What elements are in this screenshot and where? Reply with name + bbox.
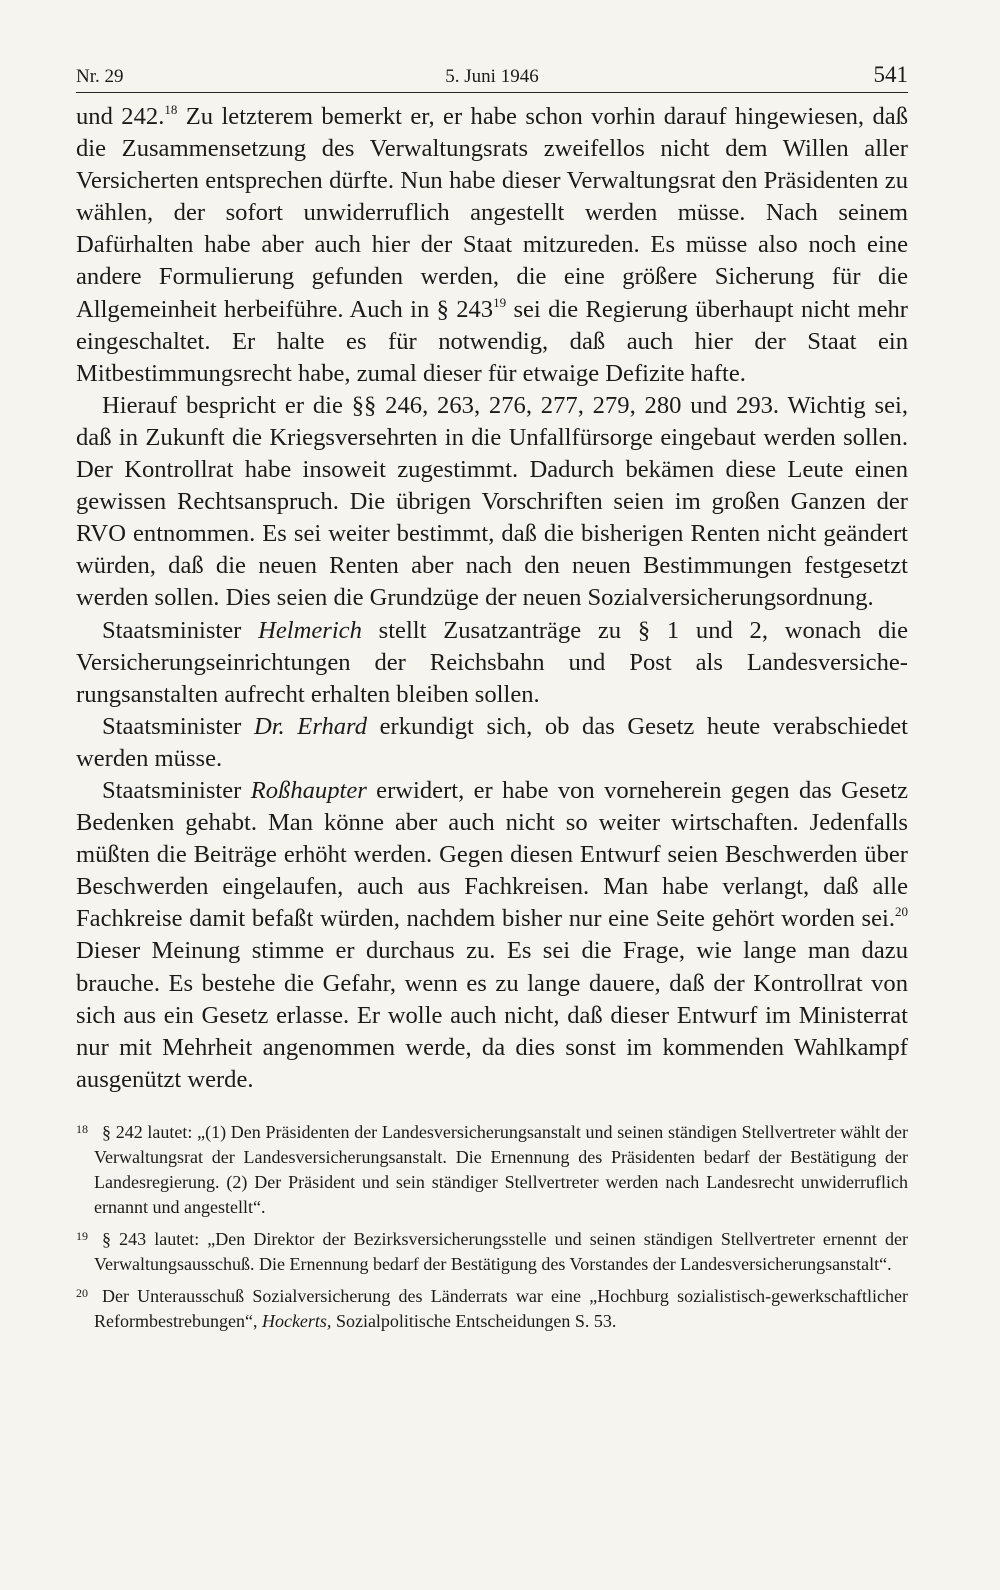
text-run: Staatsminister xyxy=(102,712,254,740)
text-run: Staatsminister xyxy=(102,776,251,804)
text-run: Dieser Meinung stimme er durchaus zu. Es sei die Frage, wie lange man dazu brauche. Es bestehe die Gefahr, wenn es zu lange dauere, daß der Kontrollrat von sich aus ein Gesetz erlasse. Er wolle auch nicht, daß dieser Entwurf im Ministerrat nur mit Mehrheit angenommen werde, da dies sonst im kommenden Wahlkampf ausgenützt werde. xyxy=(76,937,908,1093)
text-run: stellt Zusatzanträge zu § 1 und 2, wonach die Versicherungseinrichtungen der Reichsbahn und Post als Landesversicherungsanstalten aufrecht erhalten bleiben sollen. xyxy=(76,616,908,708)
footnote-number: 18 xyxy=(76,1121,88,1136)
footnote-number: 20 xyxy=(76,1285,88,1300)
name-emphasis: Helmerich xyxy=(258,616,362,644)
footnote-ref: 20 xyxy=(895,904,908,920)
paragraph xyxy=(76,390,908,615)
running-head xyxy=(76,62,908,93)
text-run: § 243 lautet: „Den Direktor der Bezirksversicherungsstelle und seinen ständigen Stellvertreter ernennt der Verwaltungsausschuß. Die Ernennung bedarf der Bestätigung des Vorstandes der Landesversicherungsanstalt“. xyxy=(94,1228,908,1274)
text-run: erwidert, er habe von vorneherein gegen das Gesetz Bedenken gehabt. Man könne aber auch nicht so weiter wirtschaften. Jedenfalls müßten die Beiträge erhöht werden. Gegen diesen Entwurf seien Beschwerden über Beschwerden eingelaufen, auch aus Fachkreisen. Man habe verlangt, daß alle Fachkreise damit befaßt würden, nachdem bisher nur eine Seite gehört worden sei. xyxy=(76,776,908,933)
name-emphasis: Dr. Erhard xyxy=(253,712,368,740)
footnote-ref: 19 xyxy=(493,294,507,310)
footnotes xyxy=(76,1120,908,1334)
paragraph xyxy=(76,615,908,711)
text-run: § 242 lautet: „(1) Den Präsidenten der Landesversicherungsanstalt und seinen ständigen Stellvertreter wählt der Verwaltungsrat der Landesversicherungsanstalt. Die Ernennung des Präsidenten bedarf der Bestätigung der Landesregierung. (2) Der Präsident und sein ständiger Stellvertreter werden nach Landesrecht unwiderruflich ernannt und angestellt“. xyxy=(94,1121,908,1217)
footnote-text xyxy=(94,1120,908,1220)
footnote-text xyxy=(94,1284,908,1334)
footnote xyxy=(76,1284,908,1334)
page-date: 5. Juni 1946 xyxy=(445,66,539,87)
text-run: Sozialpolitische Entscheidungen S. 53. xyxy=(331,1310,617,1331)
body-text xyxy=(76,101,908,1096)
page xyxy=(76,62,908,1341)
paragraph xyxy=(76,711,908,775)
name-emphasis: Hockerts, xyxy=(261,1310,332,1331)
text-run: Zu letzterem bemerkt er, er habe schon vorhin darauf hingewiesen, daß die Zusammensetzung des Verwaltungsrats zweifellos nicht dem Willen aller Versicherten entsprechen dürfte. Nun habe dieser Verwaltungsrat den Präsidenten zu wählen, der sofort unwiderruflich angestellt werden müsse. Nach seinem Dafürhalten habe aber auch hier der Staat mitzureden. Es müsse also noch eine andere Formulierung gefunden werden, die eine größere Sicherung für die Allgemeinheit herbeiführe. Auch in § 243 xyxy=(76,103,908,323)
text-run: Hierauf bespricht er die §§ 246, 263, 276, 277, 279, 280 und 293. Wichtig sei, daß in Zukunft die Kriegsversehrten in die Unfallfürsorge eingebaut werden sollen. Der Kontrollrat habe insoweit zugestimmt. Dadurch bekämen diese Leute einen gewissen Rechtsanspruch. Die übrigen Vorschriften seien im großen Ganzen der RVO entnommen. Es sei weiter bestimmt, daß die bisherigen Renten nicht geändert würden, daß die neuen Renten aber nach den neuen Bestimmungen festgesetzt werden sollen. Dies seien die Grundzüge der neuen Sozialversicherungsordnung. xyxy=(76,391,908,612)
issue-number: Nr. 29 xyxy=(76,66,124,87)
footnote-ref: 18 xyxy=(164,102,178,117)
footnote xyxy=(76,1120,908,1220)
footnote-text xyxy=(94,1227,908,1277)
paragraph xyxy=(76,101,908,390)
footnote-number: 19 xyxy=(76,1228,88,1243)
text-run: erkundigt sich, ob das Gesetz heute verabschiedet werden müsse. xyxy=(76,712,908,772)
page-number: 541 xyxy=(873,62,908,87)
paragraph xyxy=(76,775,908,1096)
text-run: und 242. xyxy=(76,103,165,130)
name-emphasis: Roßhaupter xyxy=(250,776,367,804)
footnote xyxy=(76,1227,908,1277)
text-run: Der Unterausschuß Sozialversicherung des Länderrats war eine „Hochburg sozialistisch-gewerkschaftlicher Reformbestrebungen“, xyxy=(94,1285,908,1331)
text-run: sei die Regierung überhaupt nicht mehr eingeschaltet. Er halte es für notwendig, daß auch hier der Staat ein Mitbestimmungsrecht habe, zumal dieser für etwaige Defizite hafte. xyxy=(76,295,909,387)
text-run: Staatsminister xyxy=(102,616,259,644)
